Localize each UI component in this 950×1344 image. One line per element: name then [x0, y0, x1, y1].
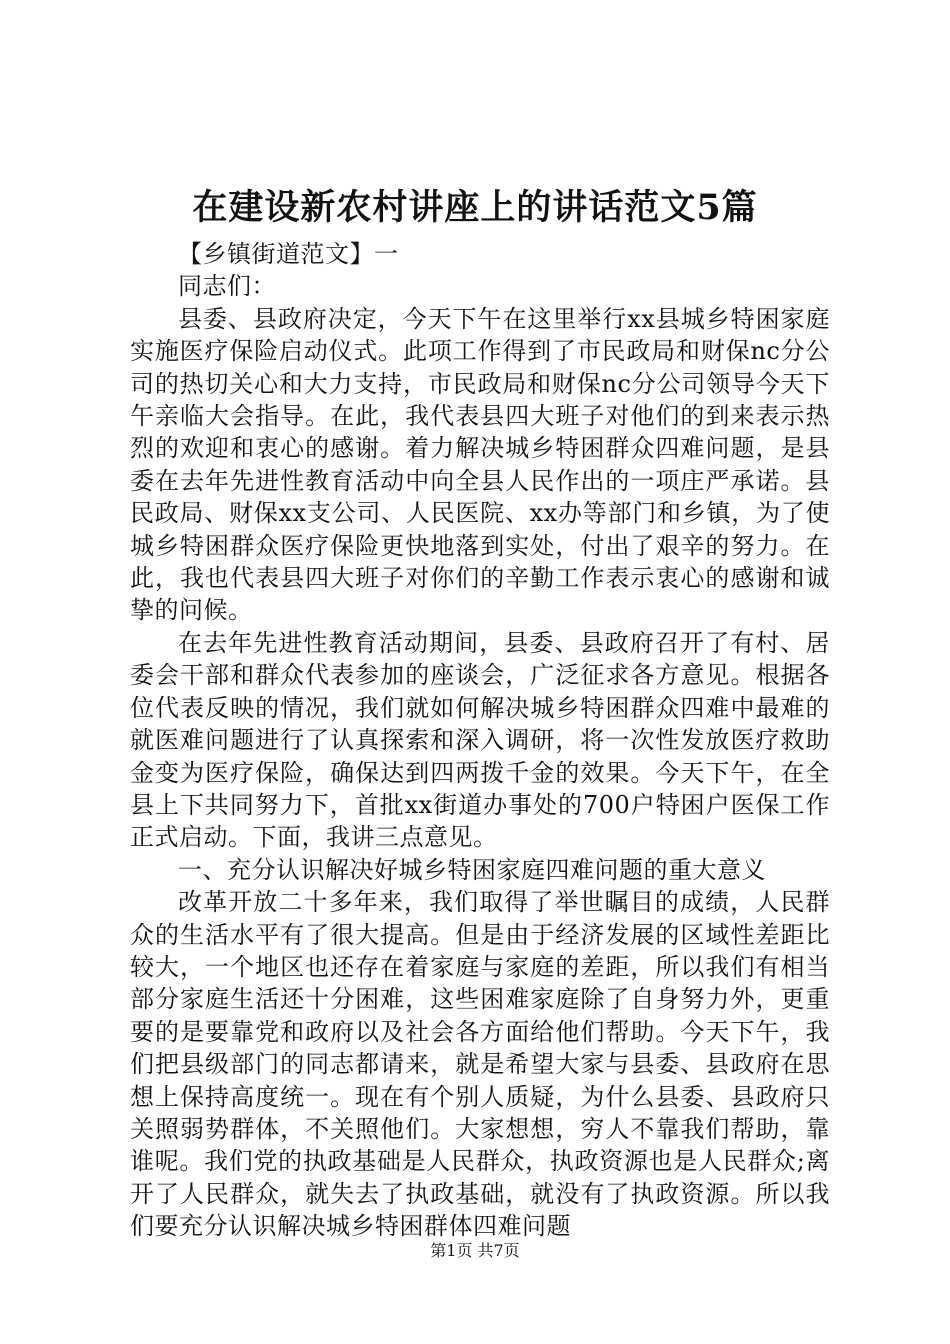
paragraph-body: 县委、县政府决定，今天下午在这里举行xx县城乡特困家庭实施医疗保险启动仪式。此项工作得到了市民政局和财保nc分公司的热切关心和大力支持，市民政局和财保nc分公司领导今天下午亲临大会指导。在此，我代表县四大班子对他们的到来表示热烈的欢迎和衷心的感谢。着力解决城乡特困群众四难问题，是县委在去年先进性教育活动中向全县人民作出的一项庄严承诺。县民政局、财保xx支公司、人民医院、xx办等部门和乡镇，为了使城乡特困群众医疗保险更快地落到实处，付出了艰辛的努力。在此，我也代表县四大班子对你们的辛勤工作表示衷心的感谢和诚挚的问候。	[130, 304, 830, 625]
document-body	[130, 238, 830, 1243]
page-number-footer: 第1页 共7页	[430, 1241, 520, 1260]
paragraph-body: 改革开放二十多年来，我们取得了举世瞩目的成绩，人民群众的生活水平有了很大提高。但是由于经济发展的区域性差距比较大，一个地区也还存在着家庭与家庭的差距，所以我们有相当部分家庭生活还十分困难，这些困难家庭除了自身努力外，更重要的是要靠党和政府以及社会各方面给他们帮助。今天下午，我们把县级部门的同志都请来，就是希望大家与县委、县政府在思想上保持高度统一。现在有个别人质疑，为什么县委、县政府只关照弱势群体，不关照他们。大家想想，穷人不靠我们帮助，靠谁呢。我们党的执政基础是人民群众，执政资源也是人民群众;离开了人民群众，就失去了执政基础，就没有了执政资源。所以我们要充分认识解决城乡特困群体四难问题	[130, 888, 830, 1241]
section-heading: 一、充分认识解决好城乡特困家庭四难问题的重大意义	[178, 855, 766, 884]
document-title: 在建设新农村讲座上的讲话范文5篇	[192, 187, 758, 228]
paragraph-body: 在去年先进性教育活动期间，县委、县政府召开了有村、居委会干部和群众代表参加的座谈会，广泛征求各方意见。根据各位代表反映的情况，我们就如何解决城乡特困群众四难中最难的就医难问题进行了认真探索和深入调研，将一次性发放医疗救助金变为医疗保险，确保达到四两拨千金的效果。今天下午，在全县上下共同努力下，首批xx街道办事处的700户特困户医保工作正式启动。下面，我讲三点意见。	[130, 628, 830, 852]
paragraph-category-heading: 【乡镇街道范文】一	[178, 240, 399, 268]
paragraph-salutation: 同志们：	[178, 272, 276, 301]
